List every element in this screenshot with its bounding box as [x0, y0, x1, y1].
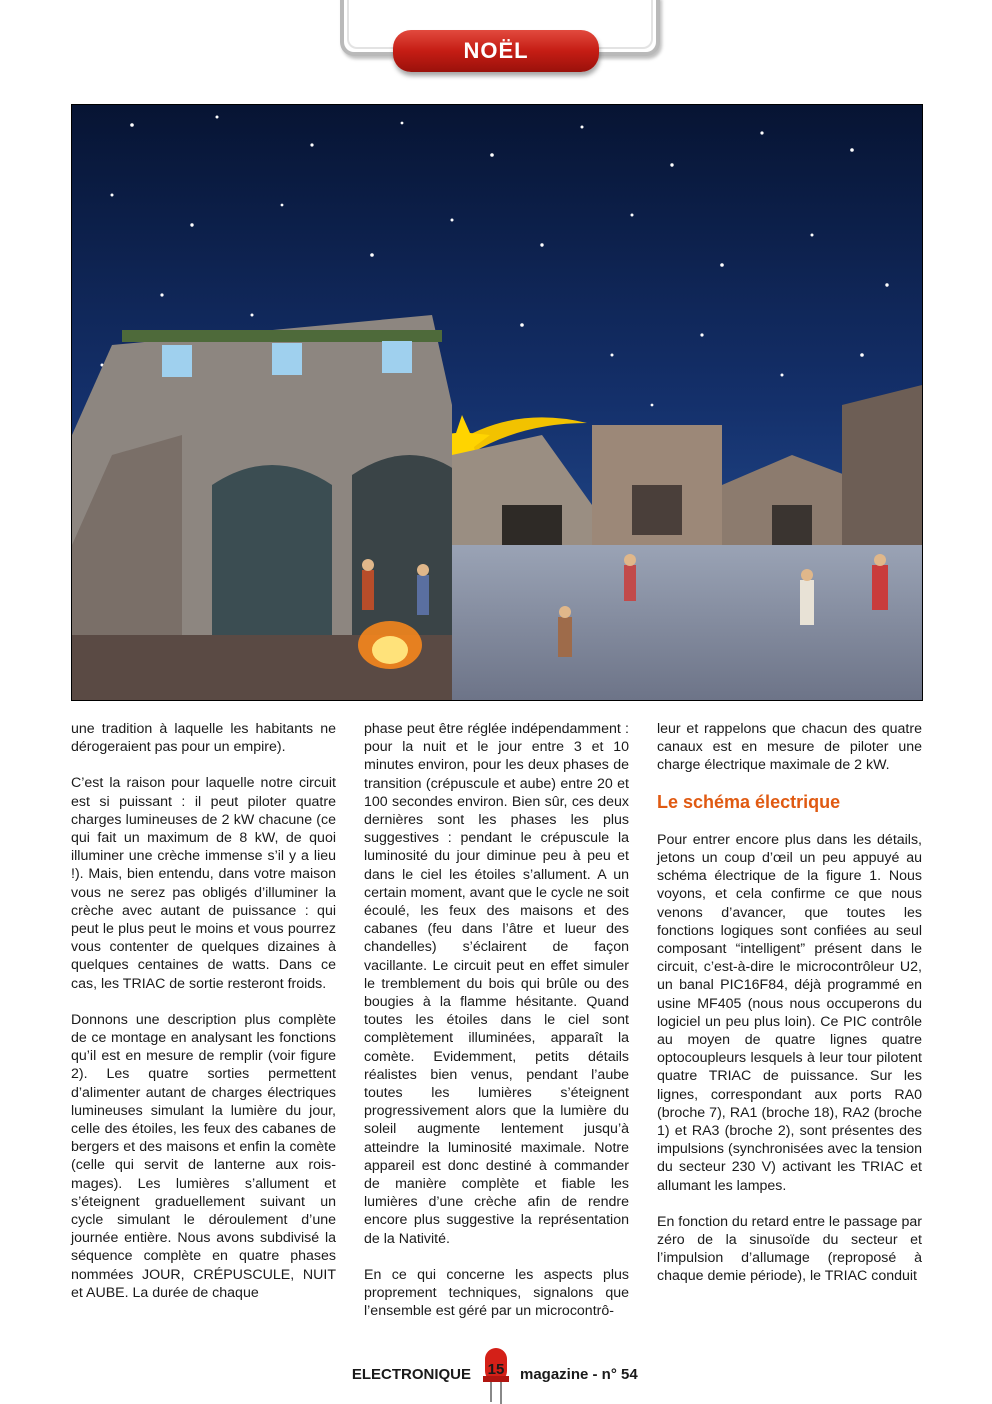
- page-number: 15: [487, 1361, 505, 1378]
- paragraph: En ce qui concerne les aspects plus proprement techniques, signalons que l’ensemble est géré par un microcontrô-: [364, 1266, 629, 1320]
- section-heading: Le schéma électrique: [657, 791, 841, 812]
- left-house: [72, 315, 492, 700]
- text-column-2: [364, 720, 629, 1339]
- text-column-3: [657, 720, 922, 1304]
- page-footer: [0, 1358, 992, 1404]
- paragraph: phase peut être réglée indépendamment : pour la nuit et le jour entre 3 et 10 minutes environ, pour les deux phases de transition (crépuscule et aube) entre 20 et 100 secondes environ. Bien sûr, ces deux dernières sont les phases les plus suggestives : pendant le crépuscule la luminosité du jour diminue peu à peu et dans le ciel les étoiles s’allument. A un certain moment, avant que le cycle ne soit écoulé, les feux des maisons et des cabanes (feu dans l’âtre et lueur des chandelles) s’éclairent de façon vacillante. Le circuit peut en effet simuler le tremblement du bois qui brûle ou des bougies à la flamme hésitante. Quand toutes les étoiles dans le ciel sont complètement illuminées, apparaît la comète. Evidemment, petits détails réalistes bien venus, pendant l’aube toutes les lumières s’éteignent progressivement alors que la lumière du soleil augmente lentement jusqu’à atteindre la luminosité maximale. Notre appareil est donc destiné à commander de manière complète et fiable les lumières d’une crèche afin de rendre encore plus suggestive la représentation de la Nativité.: [364, 721, 629, 1247]
- paragraph: En fonction du retard entre le passage par zéro de la sinusoïde du secteur et l’impulsion d’allumage (reproposé à chaque demie période), le TRIAC conduit: [657, 1213, 923, 1285]
- section-tag-label: NOËL: [463, 38, 529, 63]
- paragraph: C’est la raison pour laquelle notre circuit est si puissant : il peut piloter quatre charges lumineuses de 2 kW chacune (ce qui fait un maximum de 8 kW, de quoi illuminer une crèche immense s’il y a lieu !). Mais, bien entendu, dans votre maison vous ne serez pas obligés d’illuminer la crèche avec autant de puissance : qui peut le plus peut le moins et vous pourrez vous contenter de quelques dizaines à quelques centaines de watts. Dans ce cas, les TRIAC de sortie resteront froids.: [71, 775, 336, 992]
- led-icon: [483, 1346, 509, 1404]
- nativity-scene-photo: [71, 104, 923, 701]
- campfire: [358, 621, 422, 669]
- paragraph: Donnons une description plus complète de ce montage en analysant les fonctions qu’il est en mesure de remplir (voir figure 2). Les quatre sorties permettent d’alimenter autant de charges électriques lumineuses simulant la lumière du jour, celle des étoiles, les feux des cabanes de bergers et des maisons et enfin la comète (celle qui servit de lanterne aux rois-mages). Les lumières s’allument et s’éteignent graduellement suivant un cycle simulant le déroulement d’une journée entière. Nous avons subdivisé la séquence complète en quatre phases nommées JOUR, CRÉPUSCULE, NUIT et AUBE. La durée de chaque: [71, 1011, 336, 1301]
- magazine-issue: magazine - n° 54: [520, 1366, 638, 1383]
- nativity-illustration: [72, 105, 922, 700]
- paragraph: Pour entrer encore plus dans les détails, jetons un coup d’œil un peu appuyé au schéma électrique de la figure 1. Nous voyons, et cela confirme ce que nous venons d’avancer, que toutes les fonctions logiques sont confiées au seul composant “intelligent” présent dans le circuit, c’est-à-dire le microcontrôleur U2, un banal PIC16F84, déjà programmé en usine MF405 (nous nous occuperons du logiciel un peu plus loin). Ce PIC contrôle au moyen de quatre lignes quatre optocoupleurs lesquels à leur tour pilotent quatre TRIAC de puissance. Sur les lignes, correspondant aux ports RA0 (broche 7), RA1 (broche 18), RA2 (broche 1) et RA3 (broche 2), sont présentes des impulsions (synchronisées avec la tension du secteur 230 V) activant les TRIAC et allumant les lampes.: [657, 831, 922, 1194]
- village-ground: [452, 545, 922, 700]
- text-column-1: [71, 720, 336, 1320]
- section-tag: [393, 30, 599, 72]
- paragraph: une tradition à laquelle les habitants ne dérogeraient pas pour un empire).: [71, 721, 336, 756]
- paragraph: leur et rappelons que chacun des quatre canaux est en mesure de piloter une charge électrique maximale de 2 kW.: [657, 721, 922, 774]
- magazine-name: ELECTRONIQUE: [351, 1366, 471, 1383]
